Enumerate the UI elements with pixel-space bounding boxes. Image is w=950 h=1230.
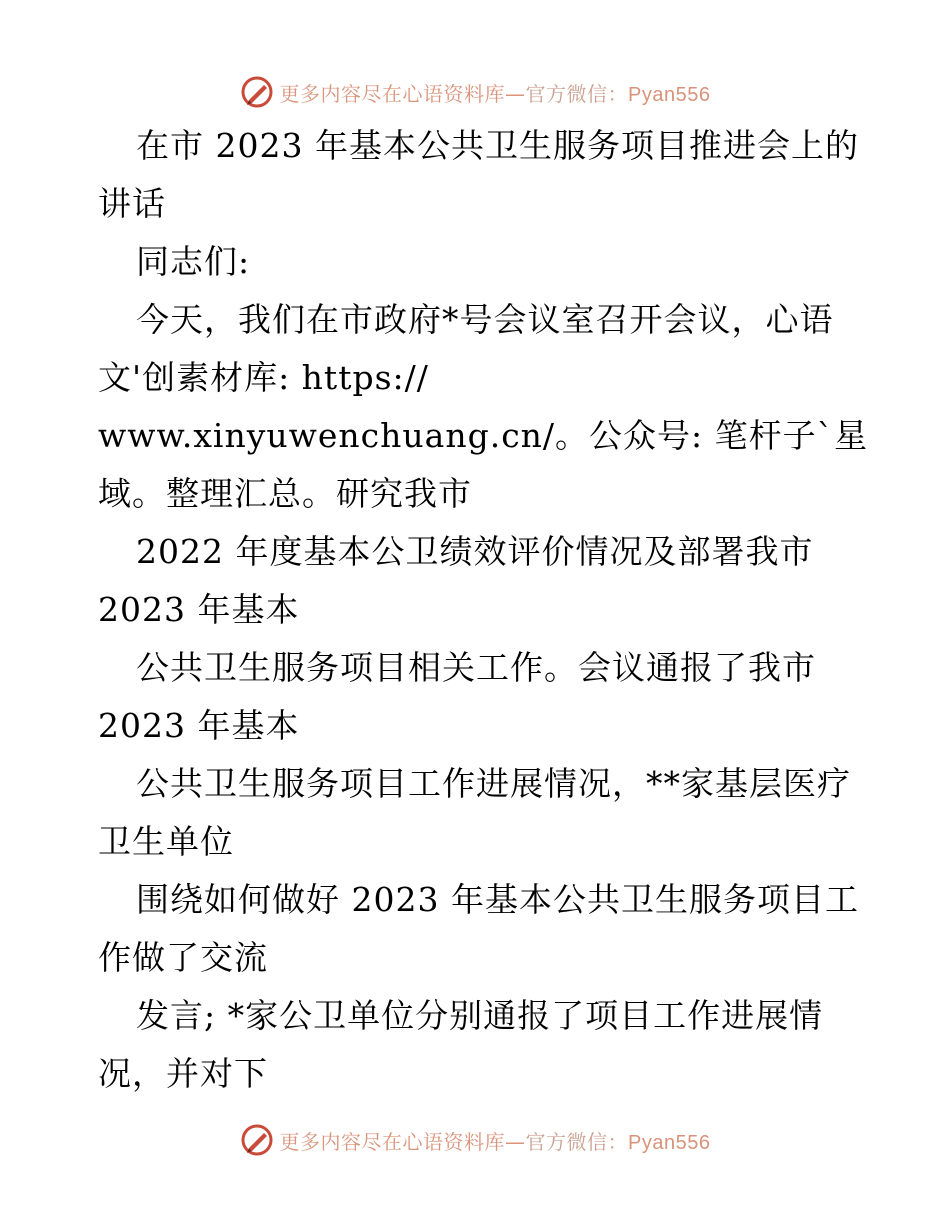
paragraph-line: 发言; *家公卫单位分别通报了项目工作进展情 — [136, 996, 824, 1035]
paragraph-line: www.xinyuwenchuang.cn/。公众号: 笔杆子`星 — [98, 416, 869, 455]
document-body — [98, 117, 869, 1103]
title-line-1: 在市 2023 年基本公共卫生服务项目推进会上的 — [136, 126, 859, 165]
salutation: 同志们: — [136, 242, 251, 281]
paragraph-line: 2022 年度基本公卫绩效评价情况及部署我市 — [136, 532, 814, 571]
paragraph-line: 2023 年基本 — [98, 590, 300, 629]
watermark-wechat-id: Pyan556 — [628, 1131, 711, 1154]
pen-logo-icon — [240, 75, 274, 109]
watermark-header — [0, 72, 950, 112]
watermark-wechat-label: 官方微信： — [525, 1129, 629, 1154]
watermark-main-text: 更多内容尽在心语资料库— — [279, 81, 526, 106]
paragraph-line: 公共卫生服务项目工作进展情况，**家基层医疗 — [136, 764, 851, 803]
watermark-wechat-id: Pyan556 — [628, 83, 711, 106]
paragraph-line: 作做了交流 — [98, 938, 268, 977]
paragraph-line: 围绕如何做好 2023 年基本公共卫生服务项目工 — [136, 880, 859, 919]
paragraph-line: 域。整理汇总。研究我市 — [98, 474, 472, 513]
paragraph-line: 今天，我们在市政府*号会议室召开会议，心语 — [136, 300, 834, 339]
title-line-2: 讲话 — [98, 184, 166, 223]
paragraph-line: 文'创素材库: https:// — [98, 358, 429, 397]
watermark-main-text: 更多内容尽在心语资料库— — [279, 1129, 526, 1154]
paragraph-line: 2023 年基本 — [98, 706, 300, 745]
paragraph-line: 卫生单位 — [98, 822, 234, 861]
paragraph-line: 公共卫生服务项目相关工作。会议通报了我市 — [136, 648, 816, 687]
watermark-footer — [0, 1120, 950, 1160]
paragraph-line: 况，并对下 — [98, 1054, 268, 1093]
pen-logo-icon — [240, 1123, 274, 1157]
watermark-wechat-label: 官方微信： — [525, 81, 629, 106]
